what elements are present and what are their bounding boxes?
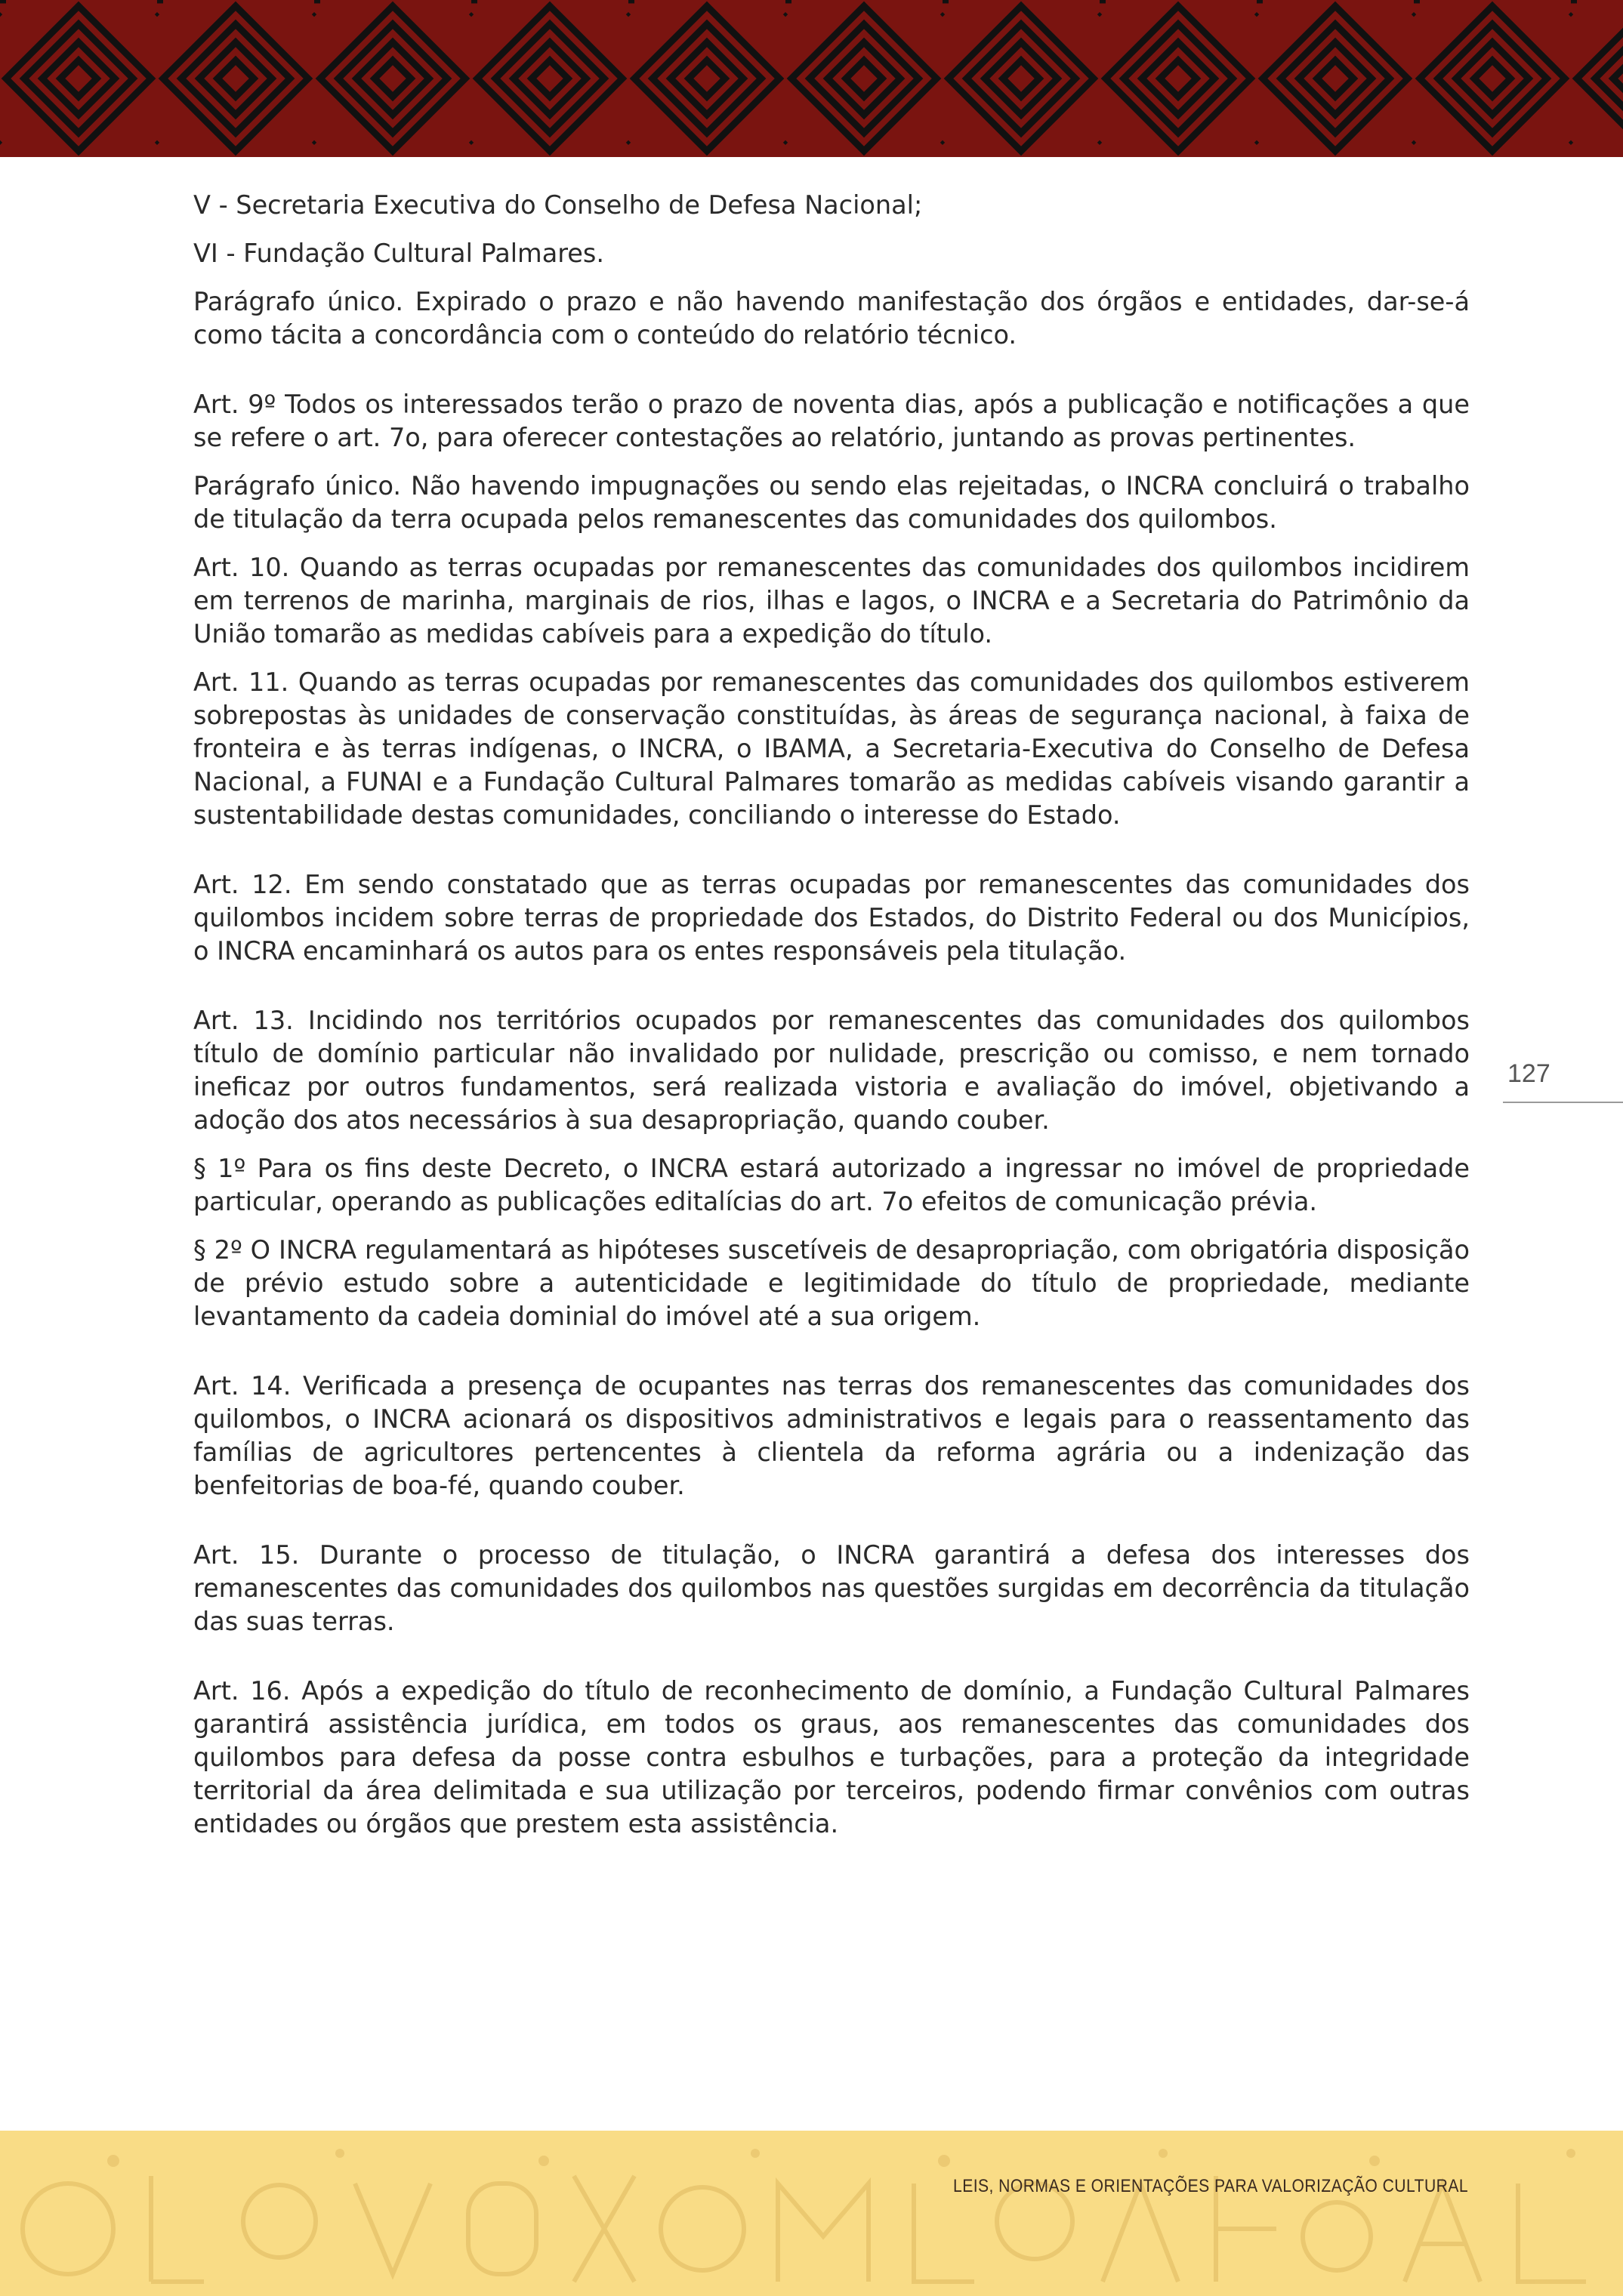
paragraph-item-v: V - Secretaria Executiva do Conselho de Defesa Nacional; (193, 190, 923, 220)
page-number-rule (1503, 1102, 1623, 1103)
header-pattern-banner (0, 0, 1623, 157)
page-number: 127 (1507, 1059, 1550, 1088)
article-10: Art. 10. Quando as terras ocupadas por remanescentes das comunidades dos quilombos incidirem em terrenos de marinha, marginais de rios, ilhas e lagos, o INCRA e a Secretaria do Patrimônio da União tomarão as medidas cabíveis para a expedição do título. (193, 553, 1470, 649)
paragraph-unico-art9: Parágrafo único. Não havendo impugnações ou sendo elas rejeitadas, o INCRA concluirá o trabalho de titulação da terra ocupada pelos remanescentes das comunidades dos quilombos. (193, 471, 1470, 534)
article-13-paragraph-1: § 1º Para os fins deste Decreto, o INCRA estará autorizado a ingressar no imóvel de propriedade particular, operando as publicações editalícias do art. 7o efeitos de comunicação prévia. (193, 1154, 1470, 1216)
article-13-paragraph-2: § 2º O INCRA regulamentará as hipóteses suscetíveis de desapropriação, com obrigatória disposição de prévio estudo sobre a autenticidade e legitimidade do título de propriedade, mediante levantamento da cadeia dominial do imóvel até a sua origem. (193, 1235, 1470, 1331)
article-14: Art. 14. Verificada a presença de ocupantes nas terras dos remanescentes das comunidades dos quilombos, o INCRA acionará os dispositivos administrativos e legais para o reassentamento das famílias de agricultores pertencentes à clientela da reforma agrária ou a indenização das benfeitorias de boa-fé, quando couber. (193, 1371, 1470, 1500)
decorative-letters-icon (0, 2131, 1623, 2296)
footer-band (0, 2131, 1623, 2296)
footer-title: LEIS, NORMAS E ORIENTAÇÕES PARA VALORIZAÇÃO CULTURAL (952, 2176, 1468, 2196)
document-body (193, 189, 1470, 1856)
article-11: Art. 11. Quando as terras ocupadas por remanescentes das comunidades dos quilombos estiverem sobrepostas às unidades de conservação constituídas, às áreas de segurança nacional, à faixa de fronteira e às terras indígenas, o INCRA, o IBAMA, a Secretaria-Executiva do Conselho de Defesa Nacional, a FUNAI e a Fundação Cultural Palmares tomarão as medidas cabíveis visando garantir a sustentabilidade destas comunidades, conciliando o interesse do Estado. (193, 667, 1470, 830)
article-13: Art. 13. Incidindo nos territórios ocupados por remanescentes das comunidades dos quilombos título de domínio particular não invalidado por nulidade, prescrição ou comisso, e nem tornado ineficaz por outros fundamentos, será realizada vistoria e avaliação do imóvel, objetivando a adoção dos atos necessários à sua desapropriação, quando couber. (193, 1006, 1470, 1135)
paragraph-unico-art8: Parágrafo único. Expirado o prazo e não havendo manifestação dos órgãos e entidades, dar-se-á como tácita a concordância com o conteúdo do relatório técnico. (193, 287, 1470, 350)
article-12: Art. 12. Em sendo constatado que as terras ocupadas por remanescentes das comunidades dos quilombos incidem sobre terras de propriedade dos Estados, do Distrito Federal ou dos Municípios, o INCRA encaminhará os autos para os entes responsáveis pela titulação. (193, 870, 1470, 966)
article-16: Art. 16. Após a expedição do título de reconhecimento de domínio, a Fundação Cultural Palmares garantirá assistência jurídica, em todos os graus, aos remanescentes das comunidades dos quilombos para defesa da posse contra esbulhos e turbações, para a proteção da integridade territorial da área delimitada e sua utilização por terceiros, podendo firmar convênios com outras entidades ou órgãos que prestem esta assistência. (193, 1676, 1470, 1838)
geometric-pattern-icon (0, 0, 1623, 157)
article-15: Art. 15. Durante o processo de titulação, o INCRA garantirá a defesa dos interesses dos remanescentes das comunidades dos quilombos nas questões surgidas em decorrência da titulação das suas terras. (193, 1540, 1470, 1636)
paragraph-item-vi: VI - Fundação Cultural Palmares. (193, 239, 604, 268)
article-9: Art. 9º Todos os interessados terão o prazo de noventa dias, após a publicação e notificações a que se refere o art. 7o, para oferecer contestações ao relatório, juntando as provas pertinentes. (193, 390, 1470, 452)
